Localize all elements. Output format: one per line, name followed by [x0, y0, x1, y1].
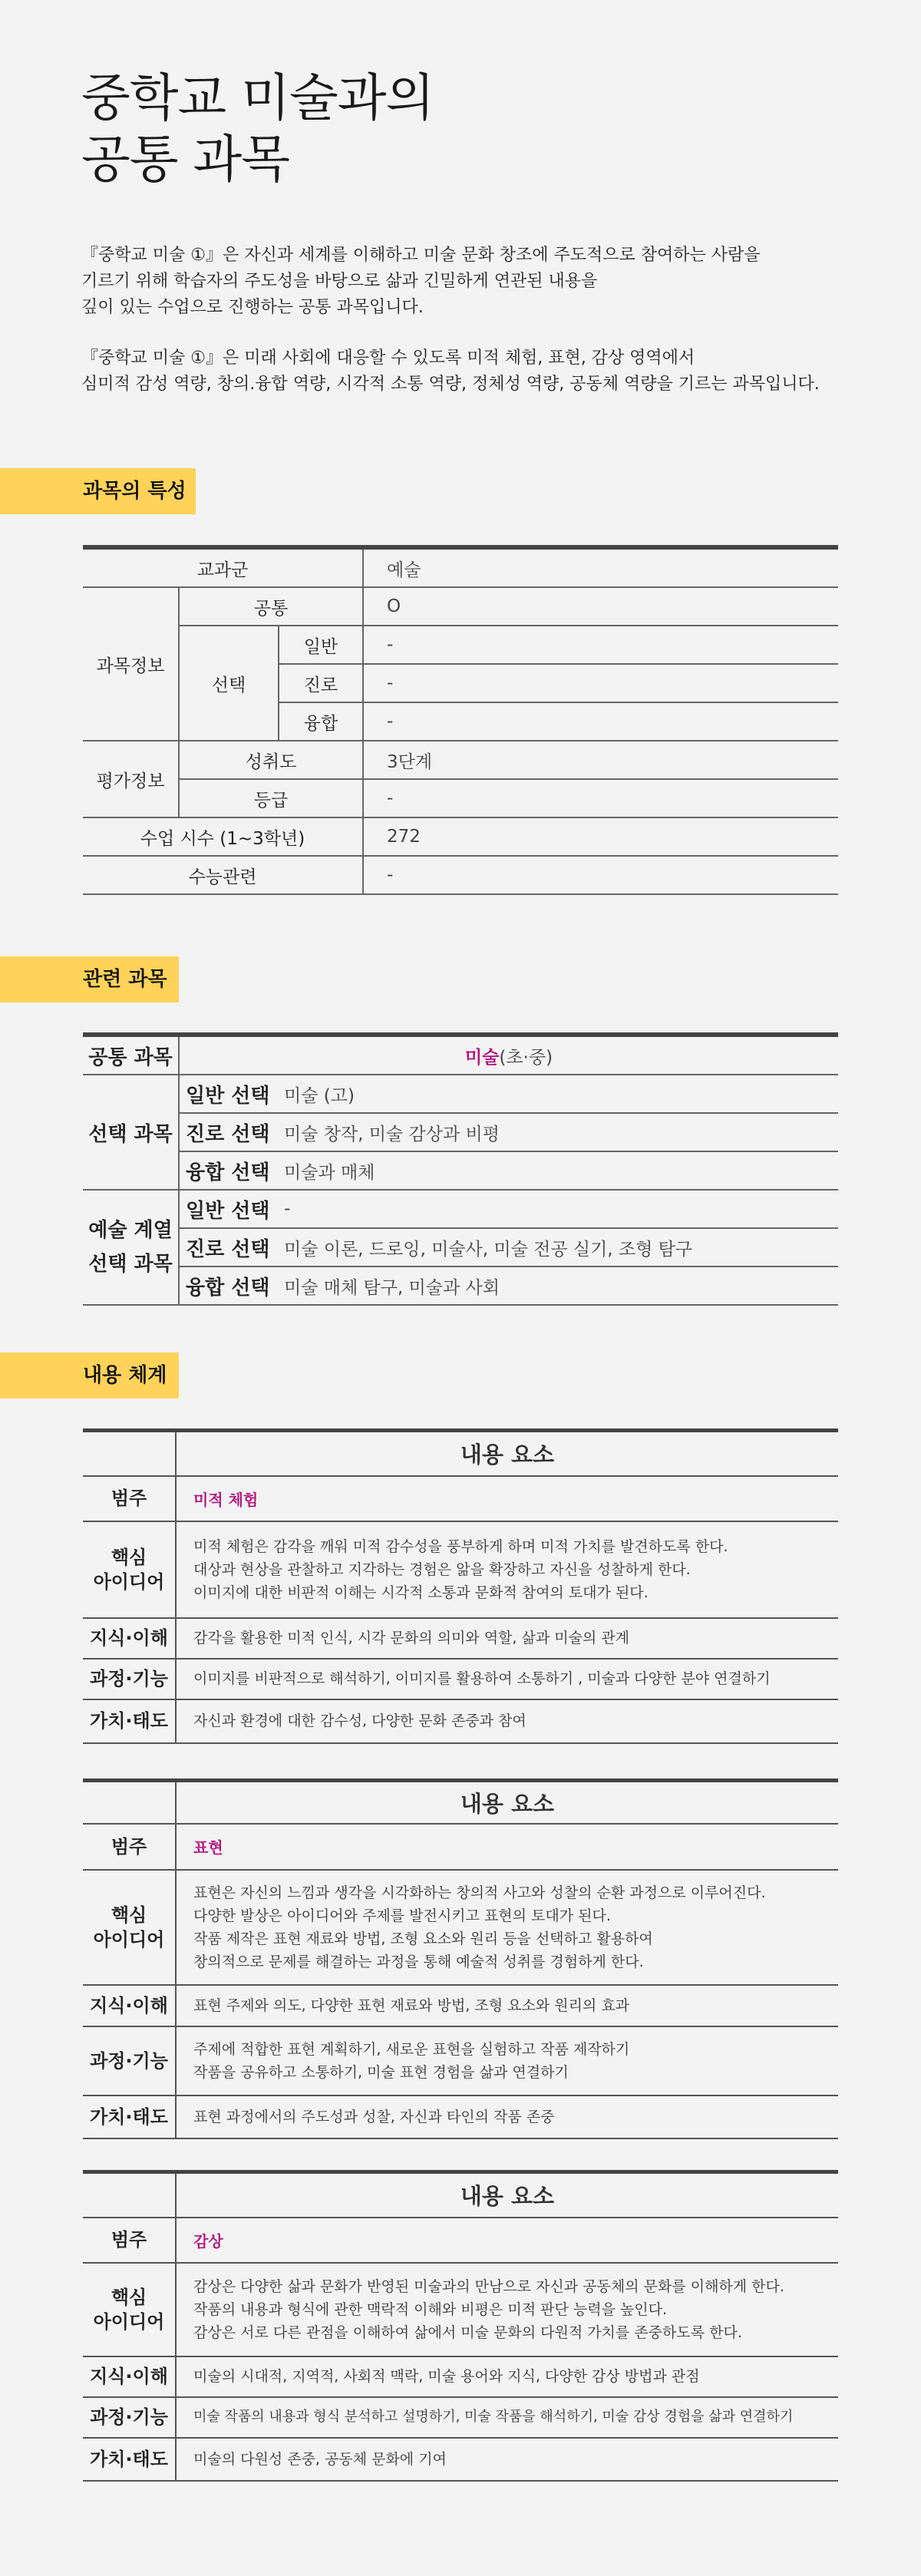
cell-label: 융합 선택 — [179, 1151, 275, 1190]
cell-value: 3단계 — [363, 741, 838, 779]
content-elements-header: 내용 요소 — [176, 1781, 838, 1824]
cell-label: 수업 시수 (1~3학년) — [83, 817, 363, 856]
process-value: 미술 작품의 내용과 형식 분석하고 설명하기, 미술 작품을 해석하기, 미술 감상 경험을 삶과 연결하기 — [176, 2397, 838, 2438]
cell-label: 성취도 — [179, 741, 363, 779]
cell-label-line: 예술 계열 — [88, 1219, 173, 1242]
label-line: 핵심 — [111, 1546, 147, 1568]
cell-empty — [83, 1781, 176, 1824]
content-system-table — [83, 2170, 838, 2482]
related-courses-table — [83, 1032, 838, 1306]
text-line: 작품의 내용과 형식에 관한 맥락적 이해와 비평은 미적 판단 능력을 높인다. — [193, 2300, 668, 2318]
cell-label: 평가정보 — [83, 741, 179, 817]
cell-label: 교과군 — [83, 547, 363, 587]
value-label: 가치·태도 — [83, 2438, 176, 2481]
cell-label: 융합 선택 — [179, 1267, 275, 1305]
cell-value: 미술 매체 탐구, 미술과 사회 — [275, 1267, 838, 1305]
cell-label: 선택 — [179, 626, 279, 741]
cell-label: 공통 — [179, 587, 363, 626]
process-label: 과정·기능 — [83, 1659, 176, 1699]
knowledge-value: 감각을 활용한 미적 인식, 시각 문화의 의미와 역할, 삶과 미술의 관계 — [176, 1618, 838, 1659]
section-heading-content-system: 내용 체계 — [0, 1352, 179, 1399]
cell-value: 미술과 매체 — [275, 1151, 838, 1190]
cell-value: 미술 이론, 드로잉, 미술사, 미술 전공 실기, 조형 탐구 — [275, 1228, 838, 1267]
content-elements-header: 내용 요소 — [176, 1431, 838, 1476]
label-line: 아이디어 — [93, 1570, 165, 1593]
text-line: 창의적으로 문제를 해결하는 과정을 통해 예술적 성취를 경험하게 한다. — [193, 1953, 644, 1970]
text-line: 감상은 서로 다른 관점을 이해하여 삶에서 미술 문화의 다원적 가치를 존중하도록 한다. — [193, 2323, 742, 2341]
text-line: 다양한 발상은 아이디어와 주제를 발전시키고 표현의 토대가 된다. — [193, 1907, 611, 1924]
knowledge-label: 지식·이해 — [83, 2356, 176, 2397]
cell-value: 예술 — [363, 547, 838, 587]
cell-empty — [83, 2172, 176, 2218]
knowledge-label: 지식·이해 — [83, 1985, 176, 2026]
knowledge-value: 미술의 시대적, 지역적, 사회적 맥락, 미술 용어와 지식, 다양한 감상 방법과 관점 — [176, 2356, 838, 2397]
intro-line: 심미적 감성 역량, 창의.융합 역량, 시각적 소통 역량, 정체성 역량, 공동체 역량을 기르는 과목입니다. — [81, 375, 820, 394]
cell-label: 수능관련 — [83, 856, 363, 894]
value-value: 표현 과정에서의 주도성과 성찰, 자신과 타인의 작품 존중 — [176, 2095, 838, 2138]
intro-paragraph-1 — [81, 243, 864, 321]
core-idea-label — [83, 1521, 176, 1618]
label-line: 아이디어 — [93, 2310, 165, 2333]
core-idea-value — [176, 1870, 838, 1985]
text-line: 표현은 자신의 느낌과 생각을 시각화하는 창의적 사고와 성찰의 순환 과정으로 이루어진다. — [193, 1884, 766, 1901]
category-label: 범주 — [83, 1824, 176, 1870]
content-elements-header: 내용 요소 — [176, 2172, 838, 2218]
core-idea-value — [176, 2263, 838, 2356]
cell-label: 진로 선택 — [179, 1113, 275, 1151]
cell-value: - — [363, 856, 838, 894]
category-value: 표현 — [176, 1824, 838, 1870]
section-heading-related-courses: 관련 과목 — [0, 956, 179, 1002]
cell-empty — [83, 1431, 176, 1476]
cell-label: 진로 — [279, 664, 363, 702]
intro-line: 『중학교 미술 ①』은 미래 사회에 대응할 수 있도록 미적 체험, 표현, 감상 영역에서 — [81, 348, 695, 368]
label-line: 아이디어 — [93, 1928, 165, 1950]
cell-value-suffix: (초·중) — [499, 1047, 553, 1068]
category-value: 미적 체험 — [176, 1476, 838, 1521]
label-line: 핵심 — [111, 2286, 147, 2308]
category-label: 범주 — [83, 1476, 176, 1521]
value-value: 자신과 환경에 대한 감수성, 다양한 문화 존중과 참여 — [176, 1699, 838, 1743]
text-line: 주제에 적합한 표현 계획하기, 새로운 표현을 실험하고 작품 제작하기 — [193, 2040, 630, 2058]
text-line: 감상은 다양한 삶과 문화가 반영된 미술과의 만남으로 자신과 공동체의 문화를 이해하게 한다. — [193, 2277, 784, 2295]
cell-label: 일반 — [279, 626, 363, 664]
cell-label: 등급 — [179, 779, 363, 817]
cell-value: - — [275, 1190, 838, 1228]
course-features-table — [83, 545, 838, 895]
cell-label: 융합 — [279, 702, 363, 741]
cell-value: - — [363, 626, 838, 664]
process-label: 과정·기능 — [83, 2397, 176, 2438]
text-line: 대상과 현상을 관찰하고 지각하는 경험은 앎을 확장하고 자신을 성찰하게 한다. — [193, 1560, 691, 1578]
cell-value: - — [363, 664, 838, 702]
knowledge-label: 지식·이해 — [83, 1618, 176, 1659]
value-label: 가치·태도 — [83, 2095, 176, 2138]
process-value — [176, 2026, 838, 2095]
value-value: 미술의 다원성 존중, 공동체 문화에 기여 — [176, 2438, 838, 2481]
section-heading-course-features: 과목의 특성 — [0, 468, 196, 514]
cell-value: 미술 (고) — [275, 1075, 838, 1113]
intro-line: 깊이 있는 수업으로 진행하는 공통 과목입니다. — [81, 298, 424, 317]
accent-text: 미술 — [464, 1047, 500, 1068]
content-system-table — [83, 1428, 838, 1744]
text-line: 미적 체험은 감각을 깨워 미적 감수성을 풍부하게 하며 미적 가치를 발견하도록 한다. — [193, 1537, 728, 1555]
text-line: 이미지에 대한 비판적 이해는 시각적 소통과 문화적 참여의 토대가 된다. — [193, 1584, 649, 1601]
page-title — [81, 68, 434, 190]
intro-line: 『중학교 미술 ①』은 자신과 세계를 이해하고 미술 문화 창조에 주도적으로 참여하는 사람을 — [81, 246, 761, 265]
value-label: 가치·태도 — [83, 1699, 176, 1743]
cell-value: - — [363, 702, 838, 741]
cell-label: 공통 과목 — [83, 1035, 179, 1075]
page-title-line: 중학교 미술과의 — [81, 68, 434, 127]
process-label: 과정·기능 — [83, 2026, 176, 2095]
cell-value: 미술 창작, 미술 감상과 비평 — [275, 1113, 838, 1151]
text-line: 작품을 공유하고 소통하기, 미술 표현 경험을 삶과 연결하기 — [193, 2063, 569, 2081]
cell-label: 선택 과목 — [83, 1075, 179, 1190]
intro-line: 기르기 위해 학습자의 주도성을 바탕으로 삶과 긴밀하게 연관된 내용을 — [81, 272, 598, 291]
cell-value: O — [363, 587, 838, 626]
core-idea-value — [176, 1521, 838, 1618]
label-line: 핵심 — [111, 1904, 147, 1926]
cell-label: 일반 선택 — [179, 1075, 275, 1113]
cell-label: 과목정보 — [83, 587, 179, 741]
text-line: 작품 제작은 표현 재료와 방법, 조형 요소와 원리 등을 선택하고 활용하여 — [193, 1930, 653, 1947]
cell-value — [179, 1035, 838, 1075]
page-title-line: 공통 과목 — [81, 130, 290, 189]
cell-value: 272 — [363, 817, 838, 856]
core-idea-label — [83, 2263, 176, 2356]
core-idea-label — [83, 1870, 176, 1985]
category-label: 범주 — [83, 2218, 176, 2263]
cell-label: 일반 선택 — [179, 1190, 275, 1228]
category-value: 감상 — [176, 2218, 838, 2263]
content-system-table — [83, 1778, 838, 2139]
cell-label: 진로 선택 — [179, 1228, 275, 1267]
process-value: 이미지를 비판적으로 해석하기, 이미지를 활용하여 소통하기 , 미술과 다양한 분야 연결하기 — [176, 1659, 838, 1699]
knowledge-value: 표현 주제와 의도, 다양한 표현 재료와 방법, 조형 요소와 원리의 효과 — [176, 1985, 838, 2026]
cell-value: - — [363, 779, 838, 817]
cell-label-line: 선택 과목 — [88, 1253, 173, 1276]
intro-paragraph-2 — [81, 345, 864, 398]
cell-label — [83, 1190, 179, 1305]
